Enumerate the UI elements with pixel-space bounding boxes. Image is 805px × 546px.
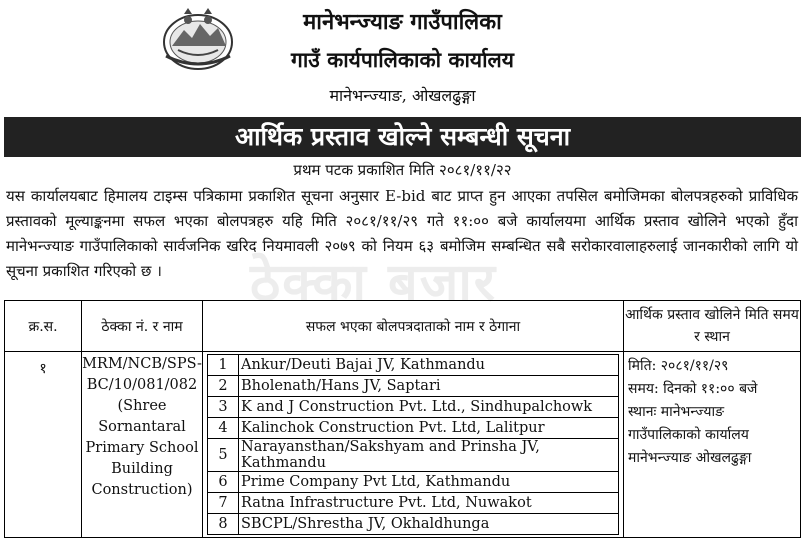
bidder-list — [203, 352, 624, 538]
bidder-table — [207, 354, 619, 535]
bidder-name: Prime Company Pvt Ltd, Kathmandu — [239, 472, 619, 493]
bidder-number: 5 — [208, 439, 239, 472]
header-sn: क्र.स. — [5, 301, 82, 352]
list-item — [208, 397, 619, 418]
bidder-name: Ankur/Deuti Bajai JV, Kathmandu — [239, 355, 619, 376]
bidder-number: 4 — [208, 418, 239, 439]
header-bidders: सफल भएका बोलपत्रदाताको नाम र ठेगाना — [203, 301, 624, 352]
opening-place: स्थानः मानेभन्ज्याङ गाउँपालिकाको कार्यालय मानेभन्ज्याङ ओखलढुङ्गा — [628, 404, 752, 466]
bidder-number: 7 — [208, 493, 239, 514]
row-contract: MRM/NCB/SPS-BC/10/081/082 (Shree Sornantaral Primary School Building Construction) — [82, 352, 203, 538]
office-address: मानेभन्ज्याङ, ओखलढुङ्गा — [329, 86, 476, 105]
bidder-number: 8 — [208, 514, 239, 535]
notice-title: आर्थिक प्रस्ताव खोल्ने सम्बन्धी सूचना — [4, 117, 801, 157]
first-published-date: प्रथम पटक प्रकाशित मिति २०८१/११/२२ — [293, 161, 512, 179]
list-item — [208, 514, 619, 535]
bidder-number: 6 — [208, 472, 239, 493]
list-item — [208, 418, 619, 439]
bidder-name: SBCPL/Shrestha JV, Okhaldhunga — [239, 514, 619, 535]
bidder-number: 2 — [208, 376, 239, 397]
table-header-row — [5, 301, 801, 352]
notice-body: यस कार्यालयबाट हिमालय टाइम्स पत्रिकामा प्रकाशित सूचना अनुसार E-bid बाट प्राप्त हुन आएका तपसिल बमोजिमका बोलपत्रहरुको प्राविधिक प्रस्तावको मूल्याङ्कनमा सफल भएका बोलपत्रहरु यहि मिति २०८१/११/२९ गते ११:०० बजे कार्यालयमा आर्थिक प्रस्ताव खोलिने भएको हुँदा मानेभन्ज्याङ गाउँपालिकाको सार्वजनिक खरिद नियमावली २०७९ को नियम ६३ बमोजिम सम्बन्धित सबै सरोकारवालाहरुलाई जानकारीको लागि यो सूचना प्रकाशित गरिएको छ । — [6, 187, 798, 280]
bid-table — [4, 300, 801, 538]
bidder-name: Narayansthan/Sakshyam and Prinsha JV, Kathmandu — [239, 439, 619, 472]
list-item — [208, 472, 619, 493]
list-item — [208, 376, 619, 397]
list-item — [208, 439, 619, 472]
row-sn: १ — [5, 352, 82, 538]
watermark-text: ठेक्का बजार — [250, 253, 498, 313]
opening-date: मिति: २०८१/११/२९ — [628, 358, 729, 374]
office-name: गाउँ कार्यपालिकाको कार्यालय — [291, 47, 514, 72]
bidder-name: Kalinchok Construction Pvt. Ltd, Lalitpur — [239, 418, 619, 439]
bidder-name: K and J Construction Pvt. Ltd., Sindhupalchowk — [239, 397, 619, 418]
header — [0, 0, 805, 116]
bidder-number: 1 — [208, 355, 239, 376]
list-item — [208, 493, 619, 514]
header-contract: ठेक्का नं. र नाम — [82, 301, 203, 352]
opening-details — [624, 352, 801, 538]
bidder-name: Bholenath/Hans JV, Saptari — [239, 376, 619, 397]
bidder-name: Ratna Infrastructure Pvt. Ltd, Nuwakot — [239, 493, 619, 514]
municipality-name: मानेभन्ज्याङ गाउँपालिका — [303, 9, 502, 35]
list-item — [208, 355, 619, 376]
table-row — [5, 352, 801, 538]
opening-time: समय: दिनको ११:०० बजे — [628, 381, 758, 397]
bidder-number: 3 — [208, 397, 239, 418]
header-opening: आर्थिक प्रस्ताव खोलिने मिति समय र स्थान — [624, 301, 801, 352]
